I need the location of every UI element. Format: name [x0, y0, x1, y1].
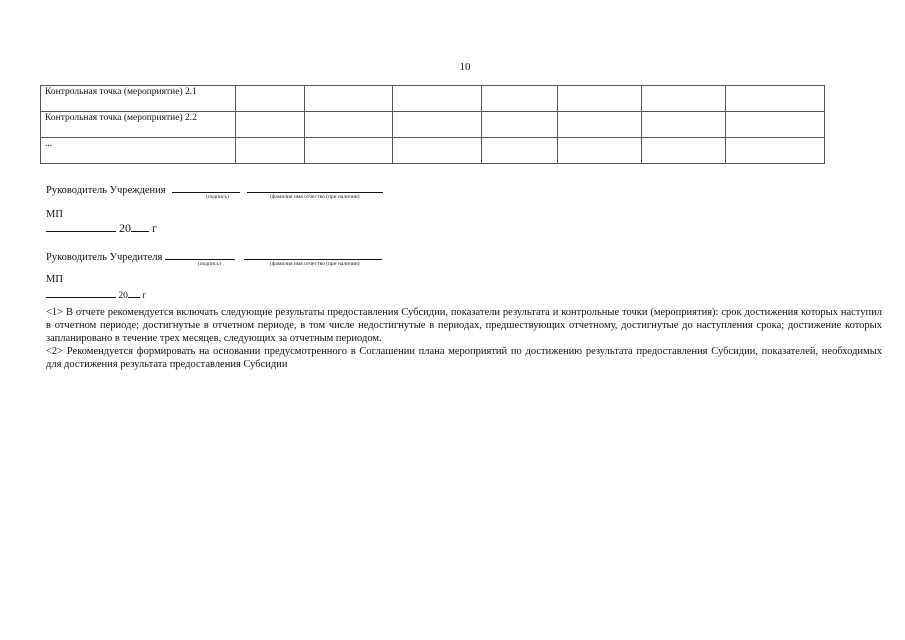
row-label: ...: [41, 138, 236, 164]
table-row: [41, 86, 825, 112]
table-cell: [305, 112, 393, 138]
page-number: 10: [459, 61, 471, 73]
table-cell: [558, 112, 642, 138]
table-cell: [558, 86, 642, 112]
signature-blank: [165, 248, 235, 260]
table-cell: [726, 86, 825, 112]
table-cell: [236, 138, 305, 164]
date-line: [46, 221, 157, 236]
footnote-1: <1> В отчете рекомендуется включать следующие результаты предоставления Субсидии, показатели результата и контрольные точки (мероприятия): срок достижения которых наступил в отчетном периоде; достигнутые в отчетном периоде, в том числе недостигнутые в периодах, предшествующих отчетному, достигнутые до наступления срока; достижение которых запланировано в течение трех месяцев, следующих за отчетным периодом.: [46, 307, 882, 344]
checkpoints-table: [40, 85, 825, 164]
head-founder-label: Руководитель Учредителя: [46, 252, 163, 263]
table-cell: [482, 138, 558, 164]
date-blank: [46, 287, 116, 298]
name-blank: [244, 248, 382, 260]
table-cell: [642, 112, 726, 138]
table-cell: [305, 86, 393, 112]
signature-blank: [172, 181, 240, 193]
row-label: Контрольная точка (мероприятие) 2.2: [41, 112, 236, 138]
year-blank: [128, 287, 140, 298]
date-blank: [46, 221, 116, 232]
table-cell: [305, 138, 393, 164]
footnote-2: <2> Рекомендуется формировать на основании предусмотренного в Соглашении плана мероприятий по достижению результата предоставления Субсидии, показателей, необходимых для достижения результата предоставления Субсидии: [46, 346, 882, 370]
name-caption: (фамилия имя отчество (при наличии): [270, 261, 360, 267]
name-blank: [247, 181, 383, 193]
year-blank: [131, 221, 149, 232]
stamp-place-label: МП: [46, 209, 63, 220]
table-cell: [393, 112, 482, 138]
table-cell: [726, 112, 825, 138]
date-suffix: г: [152, 221, 157, 235]
stamp-place-label: МП: [46, 274, 63, 285]
date-line: [46, 287, 146, 301]
date-year: 20: [119, 221, 131, 235]
name-caption: (фамилия имя отчество (при наличии): [270, 194, 360, 200]
table-cell: [726, 138, 825, 164]
table-cell: [236, 86, 305, 112]
table-cell: [642, 138, 726, 164]
signature-caption: (подпись): [198, 261, 221, 267]
head-institution-label: Руководитель Учреждения: [46, 185, 166, 196]
table-cell: [393, 138, 482, 164]
table-row: [41, 138, 825, 164]
table-row: [41, 112, 825, 138]
table-cell: [482, 86, 558, 112]
date-suffix: г: [142, 291, 147, 301]
footnotes: [46, 306, 882, 371]
row-label: Контрольная точка (мероприятие) 2.1: [41, 86, 236, 112]
table-cell: [642, 86, 726, 112]
date-year: 20: [118, 291, 128, 301]
table-cell: [393, 86, 482, 112]
table-cell: [482, 112, 558, 138]
table-cell: [558, 138, 642, 164]
signature-caption: (подпись): [206, 194, 229, 200]
table-cell: [236, 112, 305, 138]
